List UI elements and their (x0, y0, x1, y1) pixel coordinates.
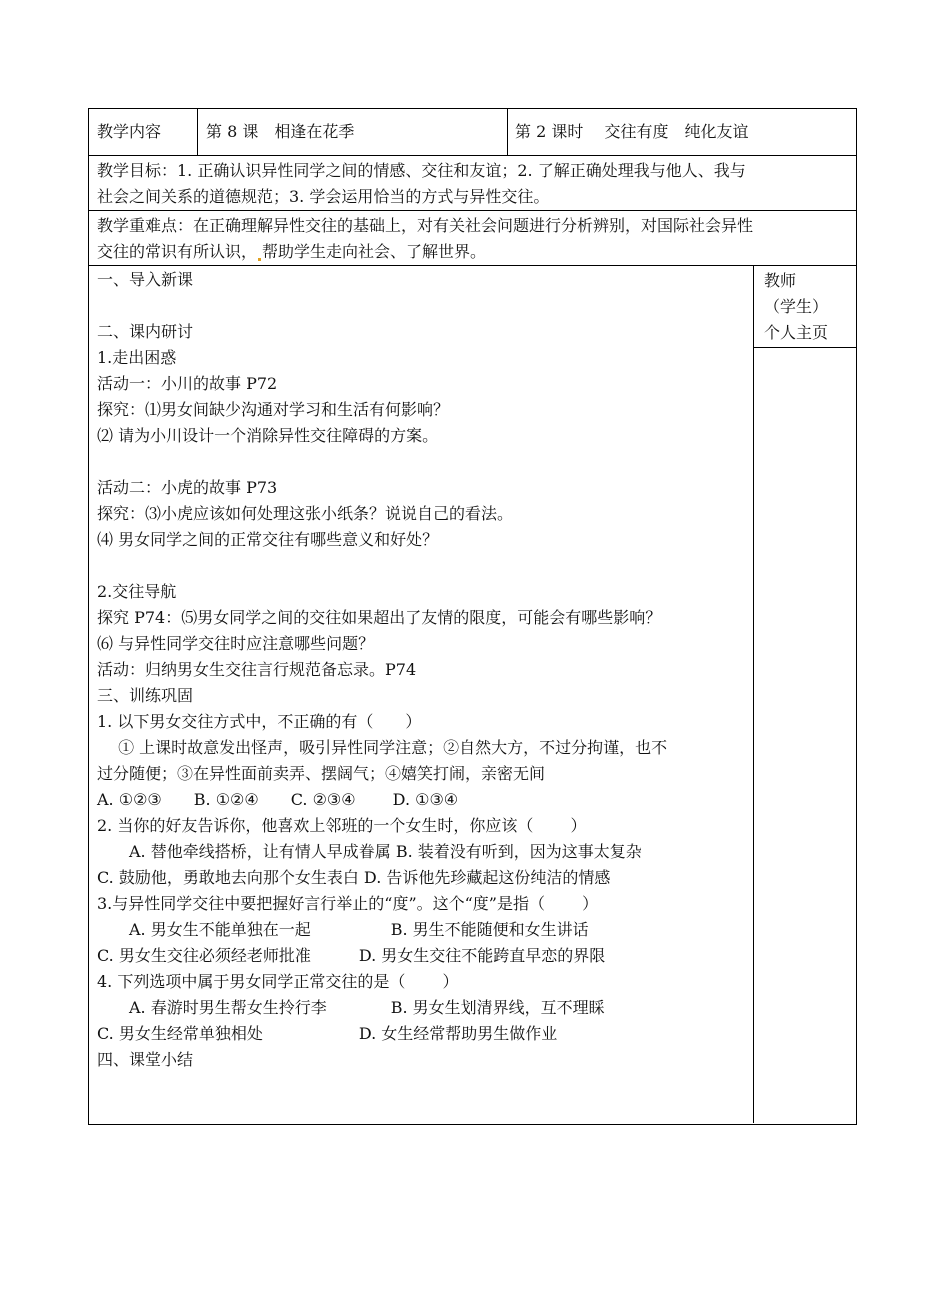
goals-line: 教学目标：1. 正确认识异性同学之间的情感、交往和友谊；2. 了解正确处理我与他人、我与 (97, 161, 746, 180)
mark-dot (258, 258, 261, 261)
lesson-content (97, 267, 667, 1073)
keypoints-line: 交往的常识有所认识， 帮助学生走向社会、了解世界。 (97, 242, 487, 261)
header-col-divider-1 (197, 108, 198, 155)
content-line: 四、课堂小结 (97, 1050, 194, 1069)
content-line: A. ①②③ B. ①②④ C. ②③④ D. ①③④ (97, 790, 459, 809)
content-line: 4. 下列选项中属于男女同学正常交往的是（ ） (97, 972, 459, 991)
content-line: A. 替他牵线搭桥，让有情人早成眷属 B. 装着没有听到，因为这事太复杂 (97, 842, 642, 861)
side-header-cell (764, 268, 828, 346)
side-header-divider (753, 347, 856, 348)
keypoints-row-divider (88, 265, 856, 266)
content-line: 2. 当你的好友告诉你，他喜欢上邻班的一个女生时，你应该（ ） (97, 816, 587, 835)
content-line: 三、训练巩固 (97, 686, 194, 705)
goals-line: 社会之间关系的道德规范；3. 学会运用恰当的方式与异性交往。 (97, 187, 550, 206)
keypoints-cell (97, 213, 753, 265)
content-line: 探究：⑶小虎应该如何处理这张小纸条？说说自己的看法。 (97, 504, 514, 523)
content-line: C. 男女生交往必须经老师批准 D. 男女生交往不能跨直早恋的界限 (97, 946, 606, 965)
header-lesson-cell (206, 119, 354, 145)
header-label: 教学内容 (97, 122, 162, 141)
lesson-title: 第 8 课 相逢在花季 (206, 122, 355, 141)
period-title: 第 2 课时 交往有度 纯化友谊 (515, 122, 749, 141)
content-line: 一、导入新课 (97, 270, 194, 289)
content-line: 1.走出困惑 (97, 348, 177, 367)
content-line: ⑹ 与异性同学交往时应注意哪些问题？ (97, 634, 375, 653)
goals-cell (97, 158, 746, 210)
content-line: 探究 P74：⑸男女同学之间的交往如果超出了友情的限度，可能会有哪些影响？ (97, 608, 662, 627)
content-line: 探究：⑴男女间缺少沟通对学习和生活有何影响？ (97, 400, 450, 419)
content-line: C. 鼓励他，勇敢地去向那个女生表白 D. 告诉他先珍藏起这份纯洁的情感 (97, 868, 611, 887)
side-label: （学生） (764, 297, 829, 316)
header-period-cell (515, 119, 748, 145)
content-line: 3.与异性同学交往中要把握好言行举止的“度”。这个“度”是指（ ） (97, 894, 599, 913)
side-label: 个人主页 (764, 323, 829, 342)
content-line: 二、课内研讨 (97, 322, 194, 341)
header-label-cell (97, 119, 161, 145)
goals-row-divider (88, 210, 856, 211)
keypoints-line: 教学重难点：在正确理解异性交往的基础上，对有关社会问题进行分析辨别，对国际社会异性 (97, 216, 754, 235)
content-line: ⑷ 男女同学之间的正常交往有哪些意义和好处？ (97, 530, 439, 549)
content-line (97, 449, 667, 475)
side-label: 教师 (764, 271, 797, 290)
content-line: 2.交往导航 (97, 582, 177, 601)
content-line: A. 男女生不能单独在一起 B. 男生不能随便和女生讲话 (97, 920, 589, 939)
content-line: ⑵ 请为小川设计一个消除异性交往障碍的方案。 (97, 426, 439, 445)
content-line: 过分随便；③在异性面前卖弄、摆阔气；④嬉笑打闹，亲密无间 (97, 764, 546, 783)
header-col-divider-2 (507, 108, 508, 155)
content-line: 1. 以下男女交往方式中，不正确的有（ ） (97, 712, 422, 731)
content-line: 活动二：小虎的故事 P73 (97, 478, 278, 497)
content-line: 活动：归纳男女生交往言行规范备忘录。P74 (97, 660, 417, 679)
content-line (97, 293, 667, 319)
side-col-divider (753, 265, 754, 1123)
content-line: 活动一：小川的故事 P72 (97, 374, 278, 393)
content-line (97, 553, 667, 579)
content-line: ① 上课时故意发出怪声，吸引异性同学注意；②自然大方，不过分拘谨，也不 (97, 738, 668, 757)
content-line: A. 春游时男生帮女生拎行李 B. 男女生划清界线，互不理睬 (97, 998, 605, 1017)
header-row-divider (88, 155, 856, 156)
content-line: C. 男女生经常单独相处 D. 女生经常帮助男生做作业 (97, 1024, 558, 1043)
